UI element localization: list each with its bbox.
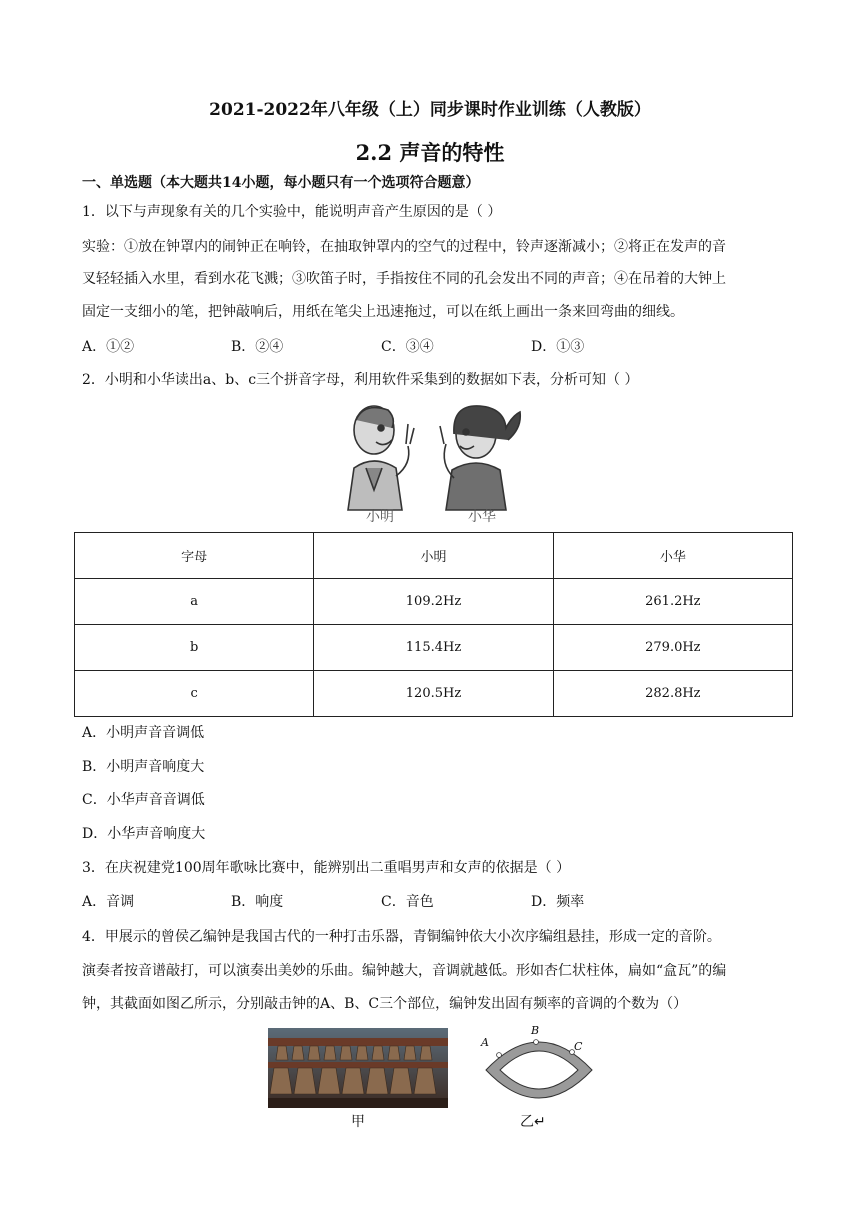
point-a-icon <box>497 1053 502 1058</box>
figure-caption-jia: 甲 <box>351 1114 365 1130</box>
q2-option-a: A．小明声音音调低 <box>82 725 205 741</box>
table-row <box>75 625 793 671</box>
q1-option-a: A．①② <box>82 339 135 355</box>
boy-figure-icon <box>348 406 414 510</box>
lesson-title: 2.2 声音的特性 <box>355 140 505 165</box>
table-cell: c <box>75 671 314 717</box>
q1-line-3: 固定一支细小的笔，把钟敲响后，用纸在笔尖上迅速拖过，可以在纸上画出一条来回弯曲的细线。 <box>82 304 684 320</box>
table-header-row <box>75 533 793 579</box>
figure-caption-yi: 乙↵ <box>520 1114 546 1130</box>
frequency-table <box>74 532 793 717</box>
table-cell: 120.5Hz <box>314 671 553 717</box>
table-header-cell: 小华 <box>553 533 792 579</box>
section-heading: 一、单选题（本大题共14小题，每小题只有一个选项符合题意） <box>82 175 480 191</box>
q3-stem: 3．在庆祝建党100周年歌咏比赛中，能辨别出二重唱男声和女声的依据是（ ） <box>82 860 571 876</box>
bell-cross-section-diagram <box>474 1022 604 1112</box>
q1-line-2: 叉轻轻插入水里，看到水花飞溅；③吹笛子时，手指按住不同的孔会发出不同的声音；④在吊着的大钟上 <box>82 271 726 287</box>
document-title: 2021-2022年八年级（上）同步课时作业训练（人教版） <box>209 100 651 120</box>
table-row <box>75 671 793 717</box>
q2-stem: 2．小明和小华读出a、b、c三个拼音字母，利用软件采集到的数据如下表，分析可知（ ） <box>82 372 639 388</box>
table-row <box>75 579 793 625</box>
q3-option-a: A．音调 <box>82 894 135 910</box>
point-b-icon <box>534 1040 539 1045</box>
table-header-cell: 小明 <box>314 533 553 579</box>
table-cell: b <box>75 625 314 671</box>
girl-figure-icon <box>440 406 520 510</box>
q1-stem: 1．以下与声现象有关的几个实验中，能说明声音产生原因的是（ ） <box>82 204 502 220</box>
diagram-label-c: C <box>574 1040 583 1053</box>
q3-option-d: D．频率 <box>531 894 585 910</box>
table-cell: 261.2Hz <box>553 579 792 625</box>
q1-option-d: D．①③ <box>531 339 585 355</box>
speakers-illustration <box>336 398 526 528</box>
diagram-label-a: A <box>481 1036 489 1049</box>
figure-label-xiaoming: 小明 <box>366 509 394 525</box>
q1-option-b: B．②④ <box>231 339 284 355</box>
table-cell: 279.0Hz <box>553 625 792 671</box>
diagram-label-b: B <box>531 1024 540 1037</box>
figure-label-xiaohua: 小华 <box>468 509 496 525</box>
table-cell: 115.4Hz <box>314 625 553 671</box>
table-header-cell: 字母 <box>75 533 314 579</box>
q4-line-3: 钟，其截面如图乙所示，分别敲击钟的A、B、C三个部位，编钟发出固有频率的音调的个数为（） <box>82 996 688 1012</box>
q3-option-b: B．响度 <box>231 894 284 910</box>
table-cell: a <box>75 579 314 625</box>
q1-option-c: C．③④ <box>381 339 434 355</box>
q2-option-c: C．小华声音音调低 <box>82 792 205 808</box>
q4-line-1: 4．甲展示的曾侯乙编钟是我国古代的一种打击乐器，青铜编钟依大小次序编组悬挂，形成一定的音阶。 <box>82 929 721 945</box>
q4-line-2: 演奏者按音谱敲打，可以演奏出美妙的乐曲。编钟越大，音调就越低。形如杏仁状柱体，扁如“盒瓦”的编 <box>82 963 727 979</box>
table-cell: 282.8Hz <box>553 671 792 717</box>
q2-option-d: D．小华声音响度大 <box>82 826 206 842</box>
q2-option-b: B．小明声音响度大 <box>82 759 205 775</box>
table-cell: 109.2Hz <box>314 579 553 625</box>
bianzhong-photo <box>268 1028 448 1108</box>
q3-option-c: C．音色 <box>381 894 434 910</box>
q1-line-1: 实验：①放在钟罩内的闹钟正在响铃，在抽取钟罩内的空气的过程中，铃声逐渐减小；②将正在发声的音 <box>82 239 726 255</box>
